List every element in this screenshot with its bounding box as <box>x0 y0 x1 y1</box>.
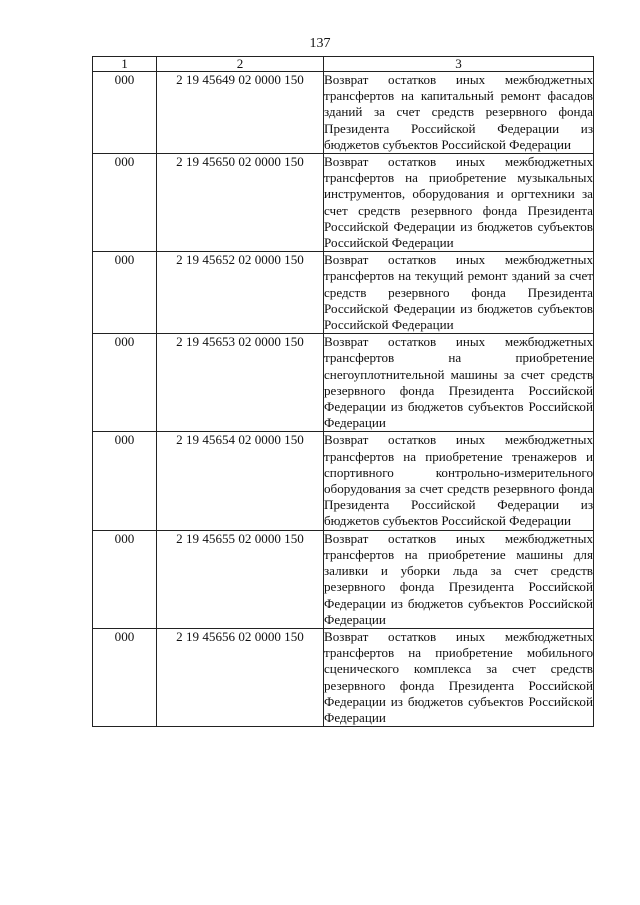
description-cell: Возврат остатков иных межбюджетных трансфертов на капитальный ремонт фасадов зданий за счет средств резервного фонда Президента Российской Федерации из бюджетов субъектов Российской Федерации <box>324 72 593 152</box>
table-row <box>93 334 594 432</box>
admin-code-cell: 000 <box>93 530 157 628</box>
description-cell: Возврат остатков иных межбюджетных трансфертов на приобретение музыкальных инструментов, оборудования и оргтехники за счет средств резервного фонда Президента Российской Федерации из бюджетов субъектов Российской Федерации <box>324 154 593 251</box>
table-row <box>93 432 594 530</box>
budget-code-cell: 2 19 45653 02 0000 150 <box>157 334 324 432</box>
budget-code-cell: 2 19 45654 02 0000 150 <box>157 432 324 530</box>
budget-code-cell: 2 19 45655 02 0000 150 <box>157 530 324 628</box>
column-header-3: 3 <box>324 57 594 72</box>
budget-codes-table <box>92 56 594 727</box>
admin-code-cell: 000 <box>93 72 157 154</box>
table-row <box>93 628 594 726</box>
admin-code-cell: 000 <box>93 154 157 252</box>
table-row <box>93 530 594 628</box>
admin-code-cell: 000 <box>93 252 157 334</box>
table-row <box>93 252 594 334</box>
column-header-1: 1 <box>93 57 157 72</box>
admin-code-cell: 000 <box>93 628 157 726</box>
budget-code-cell: 2 19 45656 02 0000 150 <box>157 628 324 726</box>
table-row <box>93 72 594 154</box>
admin-code-cell: 000 <box>93 432 157 530</box>
description-cell: Возврат остатков иных межбюджетных трансфертов на приобретение тренажеров и спортивного контрольно-измерительного оборудования за счет средств резервного фонда Президента Российской Федерации из бюджетов субъектов Российской Федерации <box>324 432 593 529</box>
budget-code-cell: 2 19 45652 02 0000 150 <box>157 252 324 334</box>
description-cell: Возврат остатков иных межбюджетных трансфертов на текущий ремонт зданий за счет средств резервного фонда Президента Российской Федерации из бюджетов субъектов Российской Федерации <box>324 252 593 333</box>
description-cell: Возврат остатков иных межбюджетных трансфертов на приобретение мобильного сценического комплекса за счет средств резервного фонда Президента Российской Федерации из бюджетов субъектов Российской Федерации <box>324 628 593 725</box>
description-cell: Возврат остатков иных межбюджетных трансфертов на приобретение машины для заливки и уборки льда за счет средств резервного фонда Президента Российской Федерации из бюджетов субъектов Российской Федерации <box>324 530 593 627</box>
description-cell: Возврат остатков иных межбюджетных трансфертов на приобретение снегоуплотнительной машины за счет средств резервного фонда Президента Российской Федерации из бюджетов субъектов Российской Федерации <box>324 334 593 431</box>
budget-code-cell: 2 19 45649 02 0000 150 <box>157 72 324 154</box>
table-header-row <box>93 57 594 72</box>
budget-code-cell: 2 19 45650 02 0000 150 <box>157 154 324 252</box>
admin-code-cell: 000 <box>93 334 157 432</box>
table-row <box>93 154 594 252</box>
page-number: 137 <box>309 36 331 51</box>
column-header-2: 2 <box>157 57 324 72</box>
